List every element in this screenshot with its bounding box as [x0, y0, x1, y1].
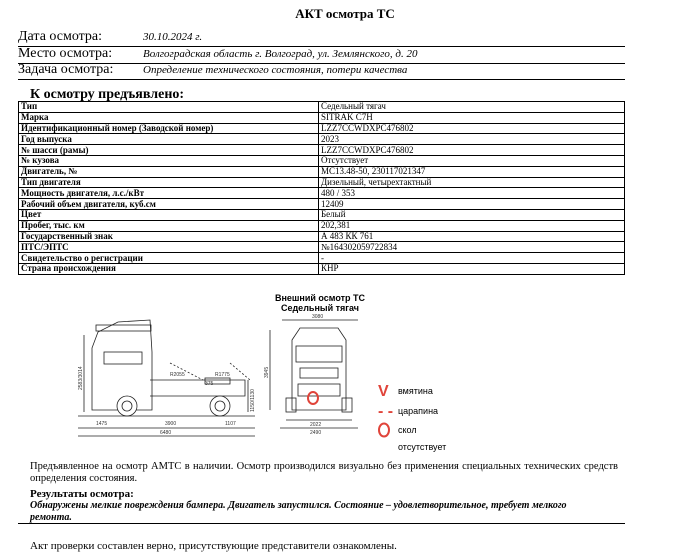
- spec-value: 480 / 353: [319, 188, 625, 199]
- damage-mark-chip: [308, 392, 318, 404]
- spec-key: Идентификационный номер (Заводской номер): [19, 123, 319, 134]
- spec-value: SITRAK C7H: [319, 112, 625, 123]
- dim-front-overhang: 1475: [96, 421, 108, 427]
- document-title: АКТ осмотра ТС: [295, 6, 395, 21]
- spec-value: Дизельный, четырехтактный: [319, 177, 625, 188]
- spec-key: № шасси (рамы): [19, 145, 319, 156]
- dim-r2055: R2055: [170, 372, 185, 378]
- spec-value: LZZ7CCWDXPC476802: [319, 123, 625, 134]
- spec-value: Белый: [319, 209, 625, 220]
- spec-key: Государственный знак: [19, 231, 319, 242]
- divider: [18, 523, 625, 524]
- header-label: Дата осмотра:: [18, 29, 103, 44]
- figure-title: Внешний осмотр ТС: [274, 293, 366, 303]
- section-title: К осмотру предъявлено:: [30, 87, 185, 102]
- dim-length: 6480: [160, 430, 172, 436]
- spec-value: №164302059722834: [319, 242, 625, 253]
- header-value: 30.10.2024 г.: [143, 31, 203, 43]
- spec-key: Двигатель, №: [19, 166, 319, 177]
- legend-scratch-symbol: - -: [378, 403, 394, 420]
- spec-key: ПТС/ЭПТС: [19, 242, 319, 253]
- spec-key: Цвет: [19, 209, 319, 220]
- spec-value: 12409: [319, 199, 625, 210]
- spec-key: Тип: [19, 102, 319, 113]
- dim-track: 2022: [310, 422, 322, 428]
- dim-width: 3080: [312, 314, 324, 320]
- spec-value: 2023: [319, 134, 625, 145]
- dim-r1775: R1775: [215, 372, 230, 378]
- spec-key: Тип двигателя: [19, 177, 319, 188]
- header-label: Задача осмотра:: [18, 62, 114, 77]
- results-label: Результаты осмотра:: [30, 488, 134, 500]
- spec-key: Пробег, тыс. км: [19, 220, 319, 231]
- figure-subtitle: Седельный тягач: [280, 303, 360, 313]
- dim-375: 375: [205, 381, 214, 387]
- spec-value: 202,381: [319, 220, 625, 231]
- spec-value: А 483 КК 761: [319, 231, 625, 242]
- spec-key: Год выпуска: [19, 134, 319, 145]
- spec-value: MC13.48-50, 230117021347: [319, 166, 625, 177]
- legend-dent-symbol: V: [378, 383, 389, 400]
- dim-rear: 1107: [225, 421, 236, 427]
- truck-side-view: [78, 320, 255, 436]
- header-label: Место осмотра:: [18, 46, 113, 61]
- spec-value: Отсутствует: [319, 155, 625, 166]
- dim-wheelbase: 3900: [165, 421, 177, 427]
- legend-chip-symbol: [379, 424, 389, 437]
- header-value: Определение технического состояния, потери качества: [143, 64, 408, 76]
- spec-value: LZZ7CCWDXPC476802: [319, 145, 625, 156]
- spec-value: Седельный тягач: [319, 102, 625, 113]
- spec-value: КНР: [319, 263, 625, 274]
- truck-front-view: [270, 320, 358, 428]
- header-value: Волгоградская область г. Волгоград, ул. Землянского, д. 20: [143, 48, 418, 60]
- legend-scratch-label: царапина: [398, 406, 439, 416]
- spec-key: Свидетельство о регистрации: [19, 253, 319, 264]
- spec-key: Марка: [19, 112, 319, 123]
- dim-height: 2583/3014: [78, 366, 84, 390]
- legend-chip-label: скол: [398, 425, 417, 435]
- spec-key: № кузова: [19, 155, 319, 166]
- spec-key: Страна происхождения: [19, 263, 319, 274]
- results-text: Обнаружены мелкие повреждения бампера. Двигатель запустился. Состояние – удовлетворительное, требует мелкого ремонта.: [30, 500, 567, 523]
- spec-value: -: [319, 253, 625, 264]
- legend-dent-label: вмятина: [398, 386, 433, 396]
- description-text: Предъявленное на осмотр АМТС в наличии. Осмотр производился визуально без применения специальных технических средств определения состояния.: [30, 461, 618, 484]
- dim-overall-width: 2490: [310, 430, 322, 436]
- spec-key: Мощность двигателя, л.с./кВт: [19, 188, 319, 199]
- dim-fifth-wheel: 1150/1130: [250, 389, 256, 412]
- spec-key: Рабочий объем двигателя, куб.см: [19, 199, 319, 210]
- dim-height2: 3945: [264, 366, 270, 378]
- legend-missing-label: отсутствует: [398, 442, 447, 452]
- footer-text: Акт проверки составлен верно, присутствующие представители ознакомлены.: [30, 540, 397, 552]
